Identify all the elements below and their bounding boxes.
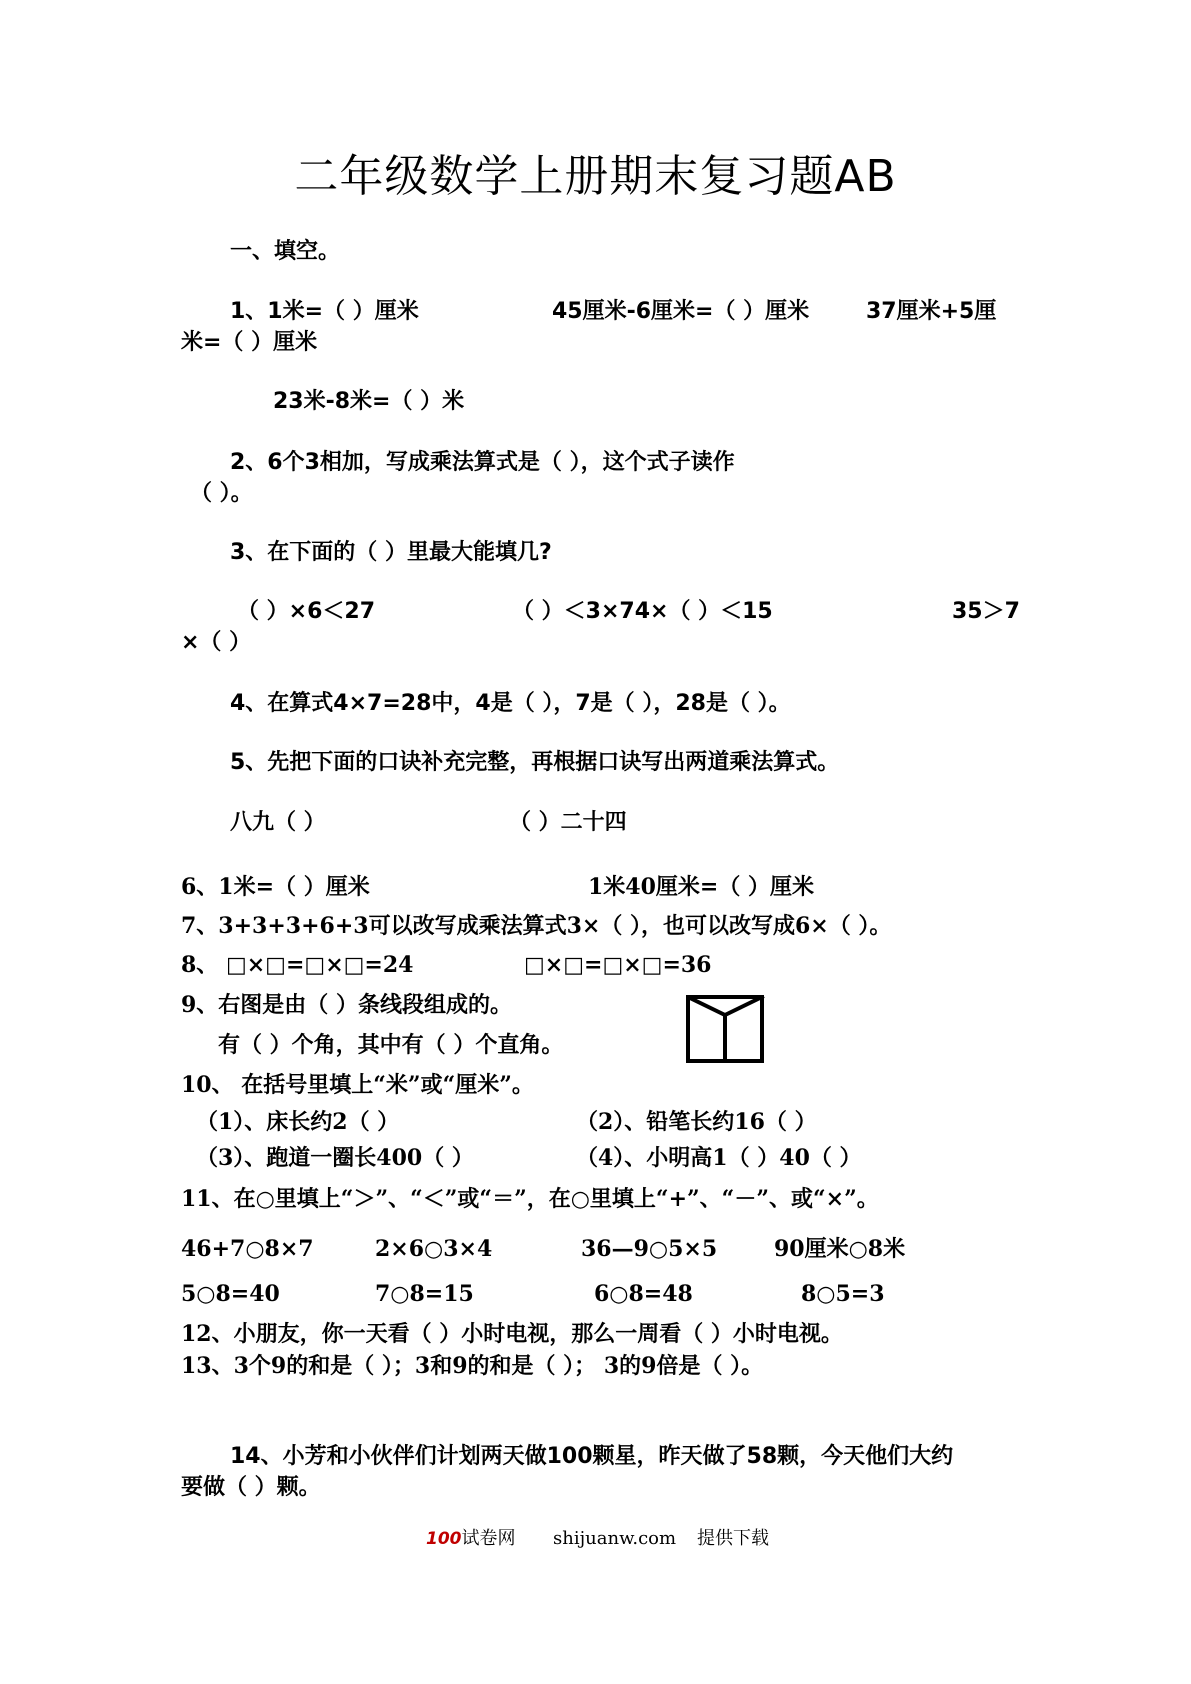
footer-site: shijuanw.com [553, 1528, 677, 1549]
logo-text: 试卷网 [461, 1528, 516, 1549]
question-1-part-c: 37厘米+5厘 [866, 299, 997, 324]
question-5-item-2: （ ）二十四 [509, 810, 627, 835]
question-10-item-1: （1）、床长约2（ ） [196, 1109, 400, 1135]
question-5-prompt: 5、先把下面的口诀补充完整，再根据口诀写出两道乘法算式。 [230, 750, 840, 775]
footer-provide: 提供下载 [697, 1528, 769, 1549]
page-title: 二年级数学上册期末复习题AB [294, 151, 897, 202]
question-2-line-1: 2、6个3相加，写成乘法算式是（ ），这个式子读作 [230, 450, 735, 475]
logo-number: 100 [426, 1529, 462, 1549]
question-6-part-b: 1米40厘米=（ ）厘米 [588, 874, 815, 900]
question-3-prompt: 3、在下面的（ ）里最大能填几? [230, 540, 552, 565]
question-13: 13、3个9的和是（ ）；3和9的和是（ ）； 3的9倍是（ ）。 [181, 1353, 764, 1379]
question-1-part-d: 米=（ ）厘米 [181, 330, 318, 355]
question-11-row-2-item: 8○5=3 [801, 1281, 885, 1307]
question-11-row-2-item: 7○8=15 [375, 1281, 474, 1307]
question-14-line-2: 要做（ ）颗。 [181, 1475, 321, 1500]
question-11-row-1-item: 36—9○5×5 [581, 1236, 718, 1262]
question-6-part-a: 6、1米=（ ）厘米 [181, 874, 370, 900]
section-heading-fill-in: 一、填空。 [230, 239, 341, 264]
question-11-row-2-item: 6○8=48 [594, 1281, 693, 1307]
question-7: 7、3+3+3+6+3可以改写成乘法算式3×（ ），也可以改写成6×（ ）。 [181, 913, 892, 939]
footer-logo [426, 1527, 516, 1551]
question-11-row-2-item: 5○8=40 [181, 1281, 280, 1307]
question-3-item-3: 35＞7 [952, 599, 1020, 624]
question-11-row-1-item: 2×6○3×4 [375, 1236, 493, 1262]
question-14-line-1: 14、小芳和小伙伴们计划两天做100颗星，昨天做了58颗，今天他们大约 [230, 1444, 954, 1469]
question-10-item-4: （4）、小明高1（ ）40（ ） [576, 1145, 862, 1171]
question-1-part-a: 1、1米=（ ）厘米 [230, 299, 419, 324]
question-3-item-1: （ ）×6＜27 [237, 599, 376, 624]
question-11-row-1-item: 90厘米○8米 [774, 1236, 906, 1262]
question-11-prompt: 11、在○里填上“＞”、“＜”或“＝”，在○里填上“+”、“－”、或“×”。 [181, 1186, 879, 1212]
question-8-part-b: □×□=□×□=36 [524, 952, 712, 978]
question-1-part-b: 45厘米-6厘米=（ ）厘米 [552, 299, 810, 324]
question-10-item-3: （3）、跑道一圈长400（ ） [196, 1145, 474, 1171]
line-segment-figure [686, 995, 766, 1063]
question-8-part-a: 8、 □×□=□×□=24 [181, 952, 414, 978]
question-1-part-e: 23米-8米=（ ）米 [273, 389, 465, 414]
question-12: 12、小朋友，你一天看（ ）小时电视，那么一周看（ ）小时电视。 [181, 1321, 843, 1347]
question-10-item-2: （2）、铅笔长约16（ ） [576, 1109, 817, 1135]
question-4: 4、在算式4×7=28中，4是（ ），7是（ ），28是（ ）。 [230, 691, 791, 716]
question-2-line-2: （ ）。 [190, 481, 253, 506]
question-5-item-1: 八九（ ） [230, 810, 326, 835]
question-3-item-3-cont: ×（ ） [181, 630, 252, 655]
question-9-line-1: 9、右图是由（ ）条线段组成的。 [181, 992, 512, 1018]
question-3-item-2: （ ）＜3×74×（ ）＜15 [512, 599, 773, 624]
question-9-line-2: 有（ ）个角，其中有（ ）个直角。 [218, 1032, 564, 1058]
question-10-prompt: 10、 在括号里填上“米”或“厘米”。 [181, 1072, 534, 1098]
question-11-row-1-item: 46+7○8×7 [181, 1236, 314, 1262]
